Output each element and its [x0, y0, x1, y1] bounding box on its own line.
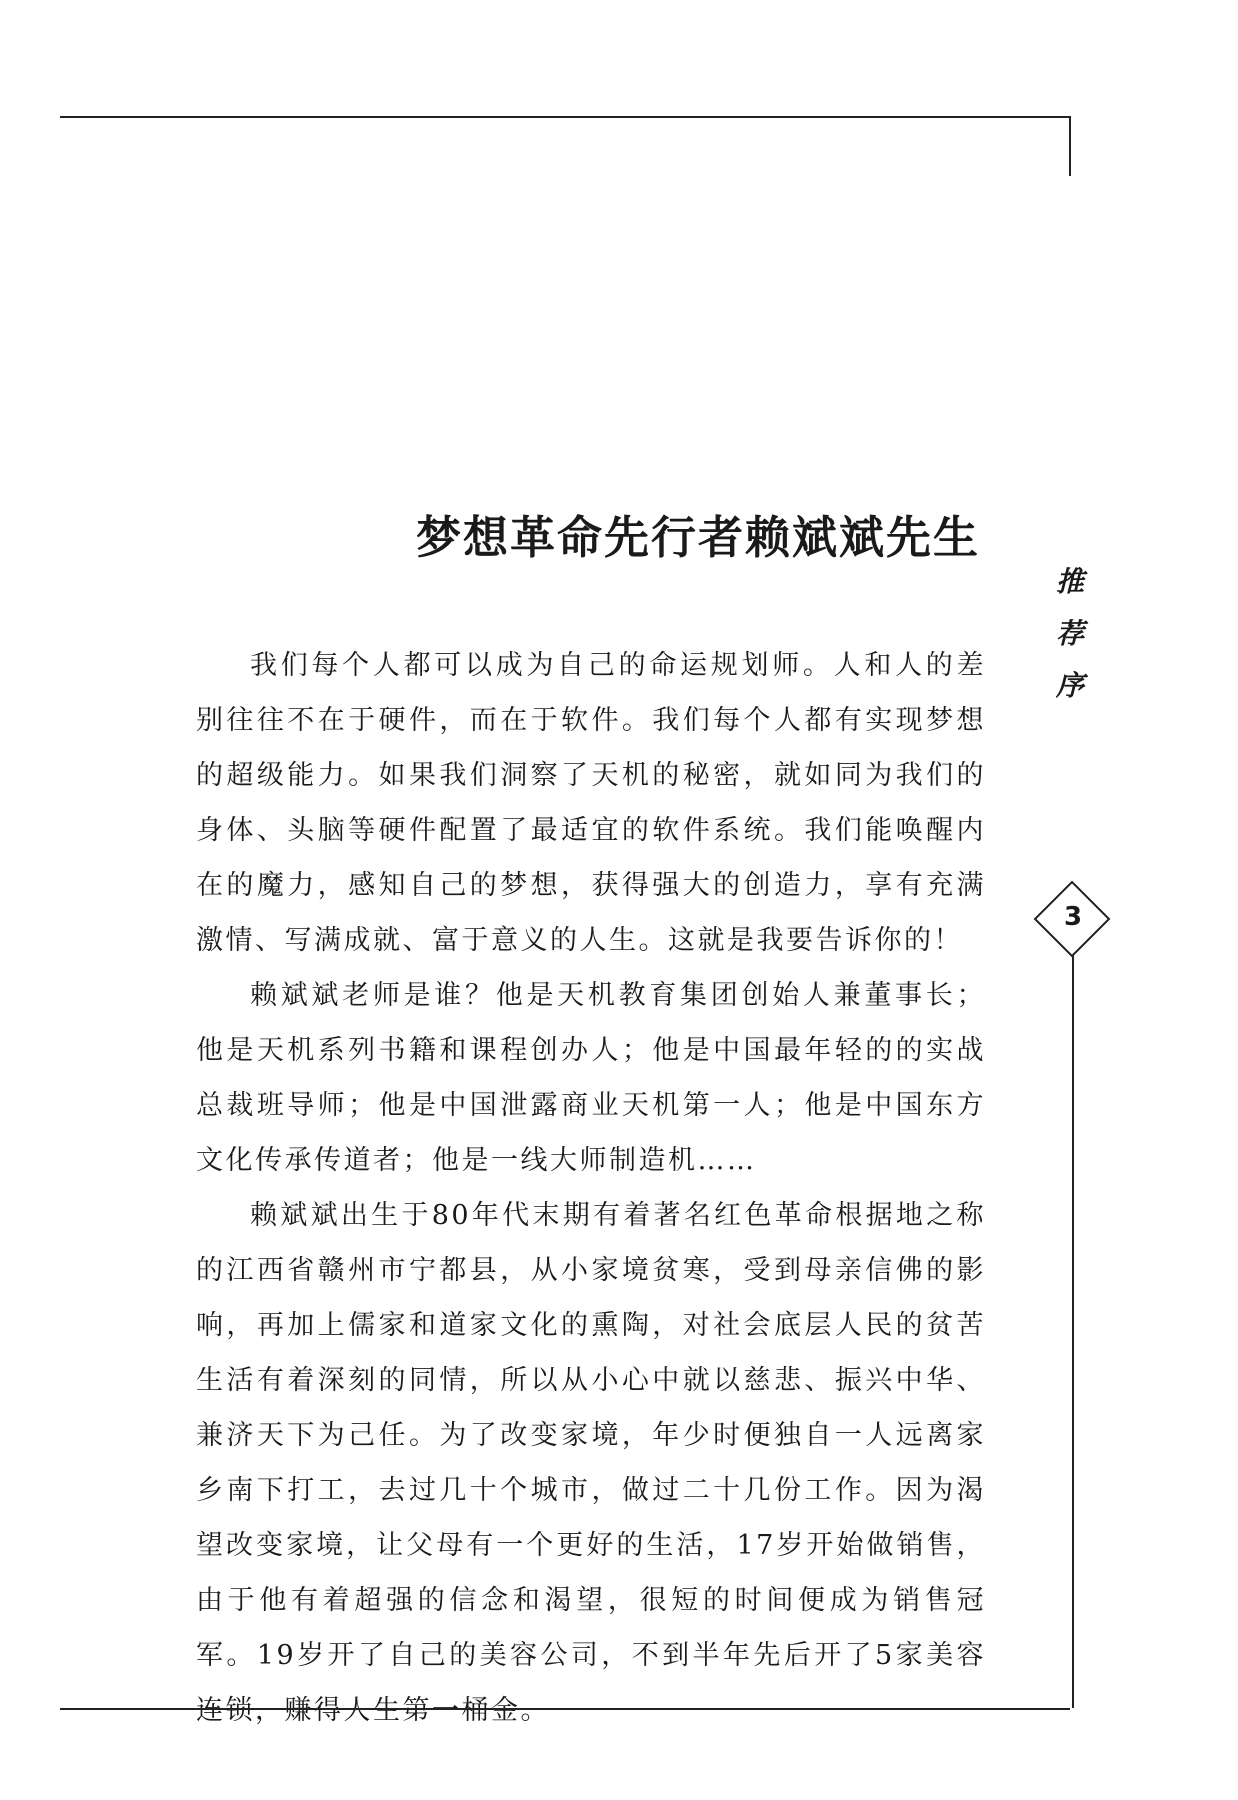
paragraph: 赖斌斌出生于80年代末期有着著名红色革命根据地之称的江西省赣州市宁都县，从小家境贫寒，受到母亲信佛的影响，再加上儒家和道家文化的熏陶，对社会底层人民的贫苦生活有着深刻的同情，所以从小心中就以慈悲、振兴中华、兼济天下为己任。为了改变家境，年少时便独自一人远离家乡南下打工，去过几十个城市，做过二十几份工作。因为渴望改变家境，让父母有一个更好的生活，17岁开始做销售，由于他有着超强的信念和渴望，很短的时间便成为销售冠军。19岁开了自己的美容公司，不到半年先后开了5家美容连锁，赚得人生第一桶金。: [196, 1200, 986, 1726]
top-corner-mark: [1069, 116, 1071, 176]
side-label-char: 荐: [1055, 617, 1084, 650]
bottom-rule: [60, 1708, 1070, 1710]
top-rule: [60, 116, 1070, 118]
side-label-char: 序: [1055, 669, 1084, 702]
page-number: 3: [1063, 902, 1083, 932]
page-title: 梦想革命先行者赖斌斌先生: [415, 511, 980, 565]
paragraph: 赖斌斌老师是谁？他是天机教育集团创始人兼董事长；他是天机系列书籍和课程创办人；他是中国最年轻的的实战总裁班导师；他是中国泄露商业天机第一人；他是中国东方文化传承传道者；他是一线大师制造机……: [196, 980, 986, 1176]
paragraph: 我们每个人都可以成为自己的命运规划师。人和人的差别往往不在于硬件，而在于软件。我们每个人都有实现梦想的超级能力。如果我们洞察了天机的秘密，就如同为我们的身体、头脑等硬件配置了最适宜的软件系统。我们能唤醒内在的魔力，感知自己的梦想，获得强大的创造力，享有充满激情、写满成就、富于意义的人生。这就是我要告诉你的！: [196, 650, 986, 956]
side-section-label: [1050, 556, 1090, 712]
side-vertical-rule: [1072, 955, 1074, 1708]
body-text: [196, 638, 986, 1738]
side-label-char: 推: [1055, 565, 1084, 598]
